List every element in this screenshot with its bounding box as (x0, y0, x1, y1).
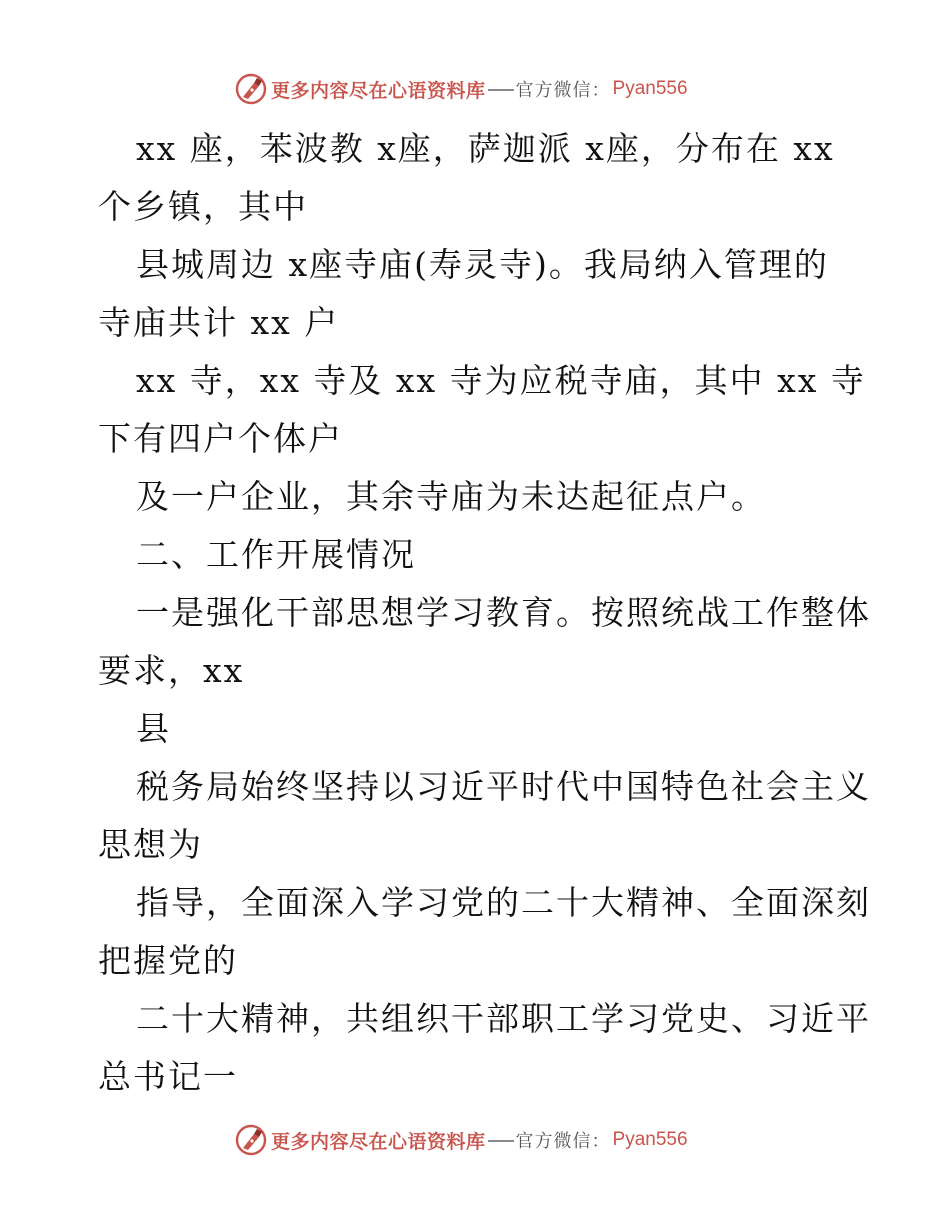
paragraph-line: 一是强化干部思想学习教育。按照统战工作整体 (136, 593, 871, 632)
wechat-id: Pyan556 (612, 1129, 688, 1150)
paragraph-line: 下有四户个体户 (98, 419, 343, 458)
paragraph-line: 二十大精神，共组织干部职工学习党史、习近平 (136, 999, 871, 1038)
banner-dash (488, 1140, 514, 1142)
paragraph-line: 县城周边 x座寺庙(寿灵寺)。我局纳入管理的 (136, 245, 829, 284)
wechat-label: 官方微信： (515, 1131, 611, 1152)
brand-text: 更多内容尽在心语资料库 (271, 79, 486, 102)
paragraph-line: 个乡镇，其中 (98, 187, 308, 226)
header-banner (234, 72, 688, 106)
paragraph-line: 把握党的 (98, 941, 238, 980)
paragraph-line: xx 座，苯波教 x座，萨迦派 x座，分布在 xx (136, 129, 835, 168)
paragraph-line: 及一户企业，其余寺庙为未达起征点户。 (136, 477, 766, 516)
paragraph-line: 县 (136, 709, 171, 748)
paragraph-line: 寺庙共计 xx 户 (98, 303, 340, 342)
paragraph-line: 指导，全面深入学习党的二十大精神、全面深刻 (136, 883, 871, 922)
wechat-id: Pyan556 (612, 78, 688, 99)
document-body (98, 120, 871, 1106)
paragraph-line: 税务局始终坚持以习近平时代中国特色社会主义 (136, 767, 871, 806)
paragraph-line: 要求，xx (98, 651, 245, 690)
pen-nib-logo-icon (234, 72, 268, 106)
pen-nib-logo-icon (234, 1123, 268, 1157)
brand-text: 更多内容尽在心语资料库 (271, 1130, 486, 1153)
paragraph-line: 总书记一 (98, 1057, 238, 1096)
section-heading: 二、工作开展情况 (136, 535, 416, 574)
paragraph-line: 思想为 (98, 825, 203, 864)
wechat-label: 官方微信： (515, 80, 611, 101)
banner-dash (488, 89, 514, 91)
paragraph-line: xx 寺，xx 寺及 xx 寺为应税寺庙，其中 xx 寺 (136, 361, 866, 400)
footer-banner (234, 1123, 688, 1157)
